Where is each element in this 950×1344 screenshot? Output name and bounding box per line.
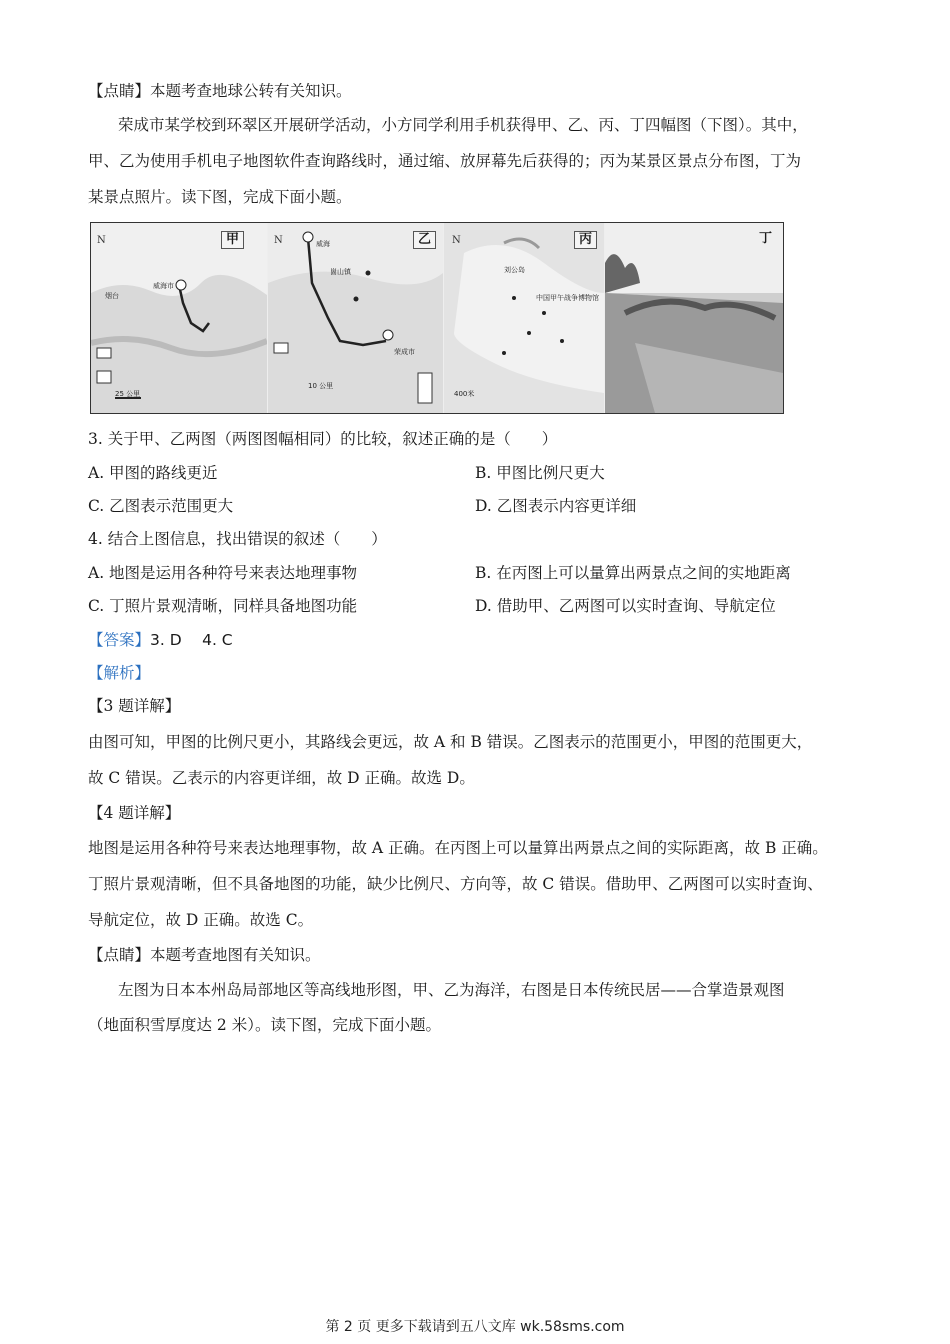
page-footer: 第 2 页 更多下载请到五八文库 wk.58sms.com <box>325 1319 625 1335</box>
jia-label-yantai: 烟台 <box>105 292 119 300</box>
q3-option-d: D. 乙图表示内容更详细 <box>475 497 637 515</box>
answer-label: 【答案】 <box>88 631 151 649</box>
material-line-3: 某景点照片。读下图，完成下面小题。 <box>88 188 352 206</box>
panel-label-yi: 乙 <box>413 231 436 249</box>
q3-option-b: B. 甲图比例尺更大 <box>475 464 605 482</box>
bing-scale: 400米 <box>454 390 475 398</box>
next-material-line-1: 左图为日本本州岛局部地区等高线地形图，甲、乙为海洋，右图是日本传统民居——合掌造景观图 <box>118 981 785 999</box>
tip-earth-revolution: 【点睛】本题考查地球公转有关知识。 <box>88 82 352 100</box>
svg-text:N: N <box>97 235 106 246</box>
tip-map-knowledge: 【点睛】本题考查地图有关知识。 <box>88 946 321 964</box>
detail-4-line-3: 导航定位，故 D 正确。故选 C。 <box>88 911 314 929</box>
yi-map-graphic <box>268 223 443 413</box>
detail-3-title: 【3 题详解】 <box>88 697 181 715</box>
panel-yi <box>268 223 443 413</box>
panel-jia <box>91 223 267 413</box>
yi-scale: 10 公里 <box>308 382 334 390</box>
q4-option-b: B. 在丙图上可以量算出两景点之间的实地距离 <box>475 564 791 582</box>
yi-label-weihai: 威海 <box>316 240 330 248</box>
jia-scale: 25 公里 <box>115 390 141 398</box>
analysis-label: 【解析】 <box>88 664 151 682</box>
next-material-line-2: （地面积雪厚度达 2 米）。读下图，完成下面小题。 <box>88 1016 441 1034</box>
svg-text:N: N <box>452 235 461 246</box>
question-3-stem: 3. 关于甲、乙两图（两图图幅相同）的比较，叙述正确的是（ ） <box>88 430 558 448</box>
bing-label-museum: 中国甲午战争博物馆 <box>536 294 599 302</box>
question-4-stem: 4. 结合上图信息，找出错误的叙述（ ） <box>88 530 387 548</box>
ding-photo-graphic <box>605 223 783 413</box>
yi-label-gushan: 崮山镇 <box>330 268 351 276</box>
panel-ding <box>605 223 783 413</box>
answer-value: 3. D 4. C <box>150 631 233 649</box>
q3-option-c: C. 乙图表示范围更大 <box>88 497 234 515</box>
detail-4-line-2: 丁照片景观清晰，但不具备地图的功能，缺少比例尺、方向等，故 C 错误。借助甲、乙两图可以实时查询、 <box>88 875 823 893</box>
detail-4-line-1: 地图是运用各种符号来表达地理事物，故 A 正确。在丙图上可以量算出两景点之间的实际距离，故 B 正确。 <box>88 839 828 857</box>
bing-label-island: 刘公岛 <box>504 266 525 274</box>
yi-label-rongcheng: 荣成市 <box>394 348 415 356</box>
jia-label-weihai: 威海市 <box>153 282 174 290</box>
q4-option-c: C. 丁照片景观清晰，同样具备地图功能 <box>88 597 358 615</box>
panel-bing <box>444 223 604 413</box>
jia-map-graphic <box>91 223 267 413</box>
map-figure <box>90 222 784 414</box>
detail-3-line-1: 由图可知，甲图的比例尺更小，其路线会更远，故 A 和 B 错误。乙图表示的范围更小，甲图的范围更大， <box>88 733 813 751</box>
material-line-2: 甲、乙为使用手机电子地图软件查询路线时，通过缩、放屏幕先后获得的；丙为某景区景点分布图，丁为 <box>88 152 802 170</box>
panel-label-ding: 丁 <box>759 231 773 246</box>
panel-label-bing: 丙 <box>574 231 597 249</box>
answer-line <box>88 629 233 651</box>
q3-option-a: A. 甲图的路线更近 <box>88 464 218 482</box>
panel-label-jia: 甲 <box>221 231 244 249</box>
q4-option-a: A. 地图是运用各种符号来表达地理事物 <box>88 564 358 582</box>
q4-option-d: D. 借助甲、乙两图可以实时查询、导航定位 <box>475 597 776 615</box>
bing-map-graphic <box>444 223 604 413</box>
svg-text:N: N <box>274 235 283 246</box>
detail-3-line-2: 故 C 错误。乙表示的内容更详细，故 D 正确。故选 D。 <box>88 769 475 787</box>
detail-4-title: 【4 题详解】 <box>88 804 181 822</box>
material-line-1: 荣成市某学校到环翠区开展研学活动，小方同学利用手机获得甲、乙、丙、丁四幅图（下图）。其中， <box>118 116 808 134</box>
